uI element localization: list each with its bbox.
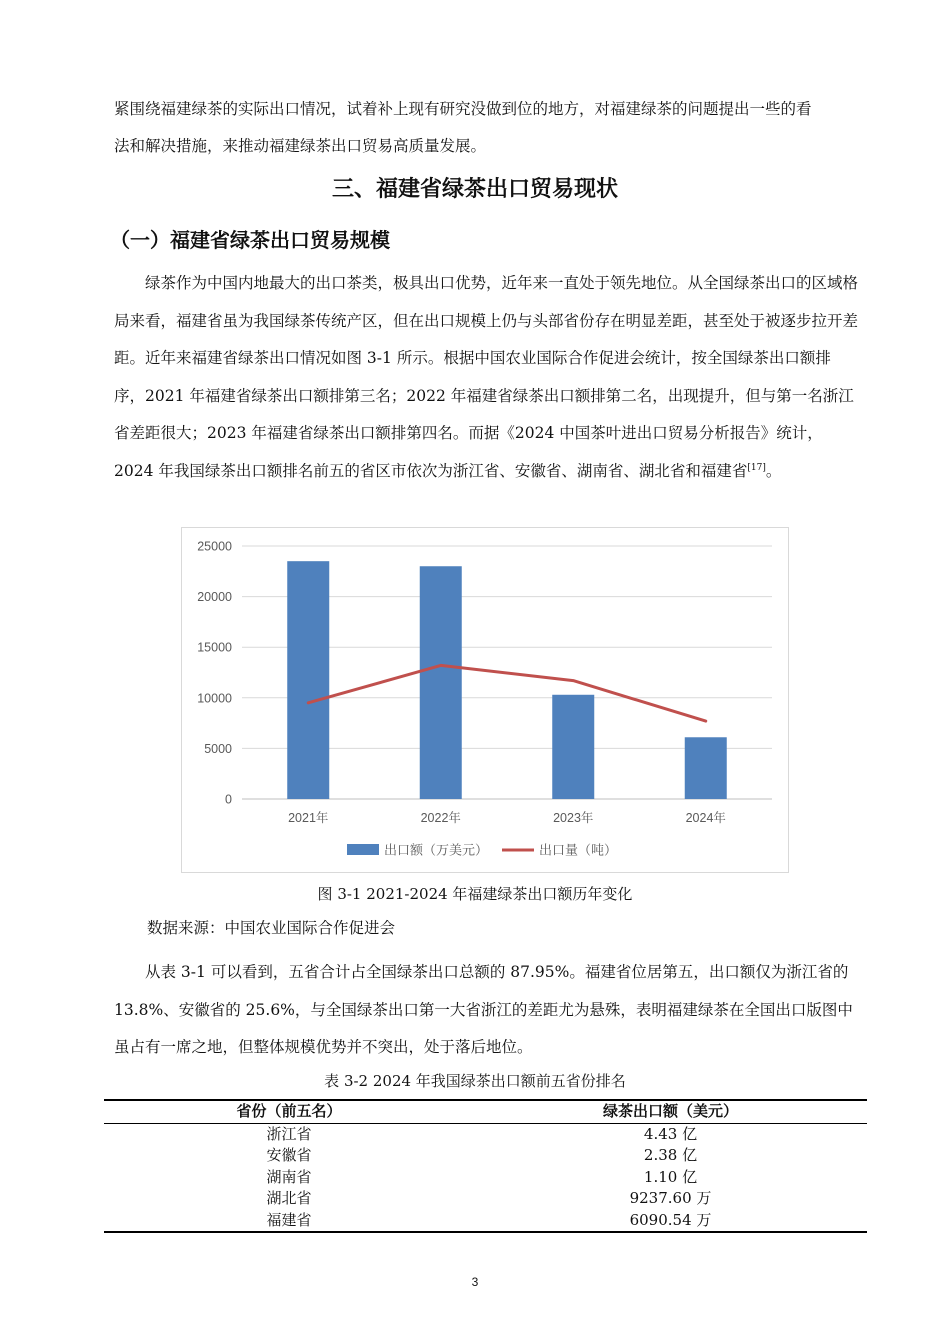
- cell-amount: 9237.60 万: [629, 1189, 712, 1207]
- bar: [552, 695, 594, 799]
- x-tick-label: 2022年: [420, 811, 461, 825]
- table-row: [104, 1188, 867, 1210]
- cell-province: 浙江省: [266, 1124, 312, 1143]
- header-export-amount: 绿茶出口额（美元）: [602, 1102, 738, 1120]
- table-caption: 表 3-2 2024 年我国绿茶出口额前五省份排名: [324, 1072, 626, 1090]
- legend-label-line: 出口量（吨）: [539, 843, 618, 859]
- section-heading: 三、福建省绿茶出口贸易现状: [331, 177, 618, 202]
- cell-province: 湖北省: [266, 1189, 312, 1207]
- table-header-row: [104, 1100, 867, 1123]
- table-row: [104, 1210, 867, 1233]
- x-tick-label: 2024年: [685, 811, 726, 825]
- line-series: [308, 665, 706, 721]
- bar: [685, 737, 727, 799]
- y-tick-label: 15000: [197, 640, 232, 655]
- cell-amount: 6090.54 万: [629, 1210, 712, 1229]
- ranking-table: [104, 1099, 867, 1233]
- legend-swatch-bar: [347, 844, 379, 855]
- y-tick-label: 5000: [204, 741, 232, 756]
- cell-province: 安徽省: [266, 1146, 312, 1164]
- citation-17[interactable]: [17]: [747, 462, 766, 473]
- y-tick-label: 0: [225, 792, 232, 807]
- paragraph-scale-text: 绿茶作为中国内地最大的出口茶类，极具出口优势，近年来一直处于领先地位。从全国绿茶出口的区域格局来看，福建省虽为我国绿茶传统产区，但在出口规模上仍与头部省份存在明显差距，甚至处于被逐步拉开差距。近年来福建省绿茶出口情况如图 3-1 所示。根据中国农业国际合作促进会统计，按全国绿茶出口额排序，2021 年福建省绿茶出口额排第三名；2022 年福建省绿茶出口额排第二名，出现提升，但与第一名浙江省差距很大；2023 年福建省绿茶出口额排第四名。而据《2024 中国茶叶进出口贸易分析报告》统计，2024 年我国绿茶出口额排名前五的省区市依次为浙江省、安徽省、湖南省、湖北省和福建省: [114, 274, 859, 480]
- legend-label-bar: 出口额（万美元）: [384, 843, 489, 859]
- data-source: 数据来源：中国农业国际合作促进会: [147, 919, 396, 937]
- y-tick-label: 25000: [197, 539, 232, 554]
- export-chart: [181, 527, 789, 873]
- table-row: [104, 1167, 867, 1189]
- subsection-heading: （一）福建省绿茶出口贸易规模: [110, 228, 390, 252]
- cell-province: 湖南省: [266, 1167, 312, 1186]
- bar: [287, 561, 329, 799]
- header-province: 省份（前五名）: [236, 1102, 342, 1120]
- paragraph-analysis: 从表 3-1 可以看到，五省合计占全国绿茶出口总额的 87.95%。福建省位居第五，出口额仅为浙江省的 13.8%、安徽省的 25.6%，与全国绿茶出口第一大省浙江的差距尤为悬殊，表明福建绿茶在全国出口版图中虽占有一席之地，但整体规模优势并不突出，处于落后地位。: [114, 963, 853, 1056]
- y-tick-label: 10000: [197, 691, 232, 706]
- intro-line-2: 法和解决措施，来推动福建绿茶出口贸易高质量发展。: [114, 137, 487, 155]
- intro-line-1: 紧围绕福建绿茶的实际出口情况，试着补上现有研究没做到位的地方，对福建绿茶的问题提出一些的看: [114, 100, 812, 118]
- table-row: [104, 1145, 867, 1167]
- x-tick-label: 2023年: [553, 811, 594, 825]
- cell-province: 福建省: [266, 1210, 312, 1229]
- paragraph-scale: [114, 265, 860, 490]
- bar: [420, 566, 462, 799]
- cell-amount: 1.10 亿: [643, 1167, 698, 1186]
- figure-caption: 图 3-1 2021-2024 年福建绿茶出口额历年变化: [317, 885, 633, 903]
- paragraph-scale-end: 。: [765, 461, 782, 480]
- page-number: 3: [471, 1275, 479, 1289]
- export-chart-svg: [182, 528, 788, 872]
- cell-amount: 4.43 亿: [643, 1124, 698, 1143]
- x-tick-label: 2021年: [288, 811, 329, 825]
- y-tick-label: 20000: [197, 590, 232, 605]
- table-row: [104, 1123, 867, 1145]
- cell-amount: 2.38 亿: [643, 1146, 698, 1164]
